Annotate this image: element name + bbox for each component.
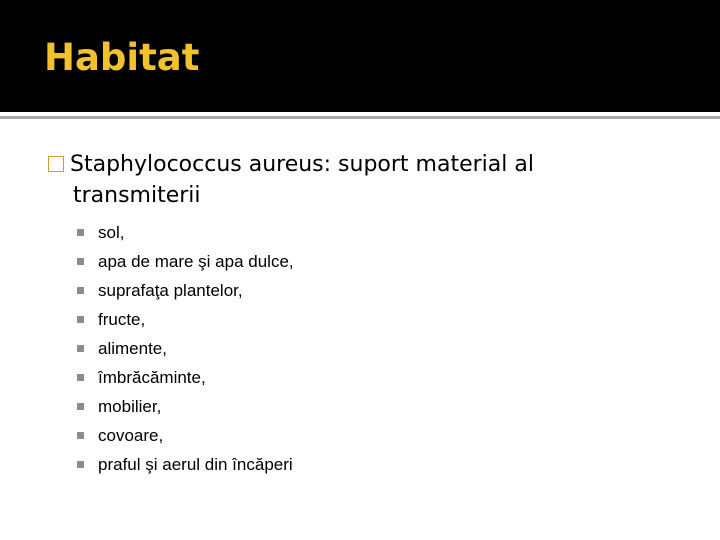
slide-title: Habitat	[44, 36, 200, 79]
list-item-text: apa de mare şi apa dulce,	[98, 252, 294, 271]
title-band	[0, 0, 720, 112]
square-bullet-icon	[77, 316, 84, 323]
list-item-text: alimente,	[98, 339, 167, 358]
list-item-text: sol,	[98, 223, 125, 242]
square-bullet-icon	[77, 229, 84, 236]
main-bullet-point	[48, 149, 688, 211]
square-bullet-icon	[48, 156, 64, 172]
list-item-text: îmbrăcăminte,	[98, 368, 206, 387]
list-item-text: praful şi aerul din încăperi	[98, 455, 293, 474]
square-bullet-icon	[77, 287, 84, 294]
divider-line	[0, 116, 720, 119]
main-point-line-1: Staphylococcus aureus: suport material al	[70, 152, 534, 177]
list-item-text: mobilier,	[98, 397, 162, 416]
main-point-line-2: transmiterii	[73, 183, 201, 208]
list-item-text: covoare,	[98, 426, 164, 445]
square-bullet-icon	[77, 258, 84, 265]
list-item-text: suprafaţa plantelor,	[98, 281, 243, 300]
square-bullet-icon	[77, 403, 84, 410]
square-bullet-icon	[77, 345, 84, 352]
square-bullet-icon	[77, 461, 84, 468]
square-bullet-icon	[77, 374, 84, 381]
list-item-text: fructe,	[98, 310, 146, 329]
square-bullet-icon	[77, 432, 84, 439]
